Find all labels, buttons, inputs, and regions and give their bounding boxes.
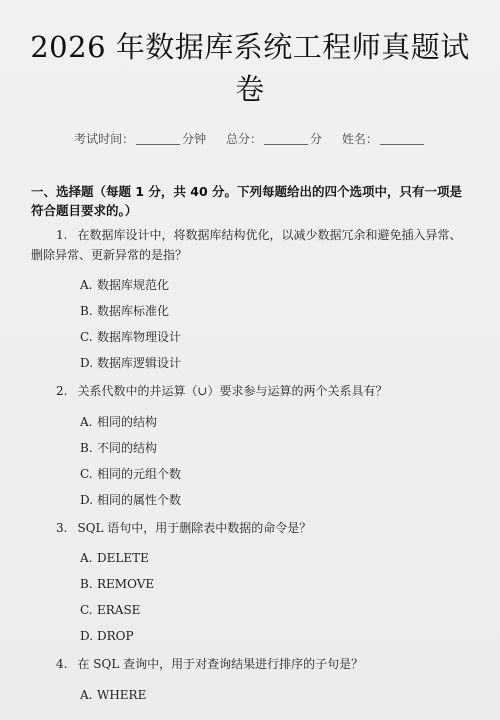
question-stem — [0, 226, 500, 265]
exam-title-line2: 卷 — [235, 72, 265, 106]
answer-option[interactable] — [0, 324, 500, 350]
answer-option[interactable] — [0, 298, 500, 324]
option-letter: C. — [80, 330, 93, 344]
option-text: 数据库规范化 — [97, 278, 170, 292]
name-field — [342, 130, 426, 147]
option-text: DROP — [97, 629, 134, 643]
section-heading: 一、选择题（每题 1 分，共 40 分。下列每题给出的四个选项中，只有一项是符合题目要求的。） — [31, 184, 463, 218]
option-letter: A. — [80, 278, 93, 292]
exam-time-unit: 分钟 — [182, 132, 207, 146]
question-number: 4. — [56, 657, 68, 671]
question-item — [0, 519, 500, 650]
total-score-label: 总分： — [225, 132, 262, 146]
answer-option[interactable] — [0, 350, 500, 376]
answer-option[interactable] — [0, 409, 500, 435]
question-stem — [0, 655, 500, 675]
question-number: 3. — [56, 520, 68, 535]
option-letter: D. — [80, 629, 94, 643]
total-score-unit: 分 — [310, 132, 323, 146]
option-text: WHERE — [97, 687, 147, 702]
exam-time-blank — [136, 132, 180, 145]
option-letter: D. — [80, 492, 94, 507]
total-score-blank — [264, 132, 308, 145]
option-letter: A. — [80, 687, 93, 702]
question-stem — [0, 382, 500, 402]
question-stem — [0, 519, 500, 539]
option-text: 相同的属性个数 — [97, 492, 182, 507]
option-text: 数据库标准化 — [97, 304, 170, 318]
option-letter: C. — [80, 603, 93, 617]
name-blank — [380, 132, 424, 145]
answer-option[interactable] — [0, 461, 500, 487]
question-text: 在 SQL 查询中，用于对查询结果进行排序的子句是？ — [77, 657, 364, 671]
answer-option[interactable] — [0, 435, 500, 461]
answer-option[interactable] — [0, 682, 500, 708]
question-text: 关系代数中的并运算（∪）要求参与运算的两个关系具有？ — [77, 384, 388, 398]
option-text: 相同的元组个数 — [97, 466, 182, 481]
answer-option[interactable] — [0, 623, 500, 649]
exam-title-line1: 2026 年数据库系统工程师真题试 — [30, 30, 470, 64]
option-letter: A. — [80, 414, 93, 429]
option-text: 不同的结构 — [97, 440, 158, 455]
option-text: ERASE — [97, 603, 141, 617]
question-text: 在数据库设计中，将数据库结构优化，以减少数据冗余和避免插入异常、删除异常、更新异常的是指？ — [31, 228, 462, 262]
option-text: 数据库物理设计 — [97, 330, 182, 344]
option-text: REMOVE — [97, 577, 155, 591]
question-number: 1. — [56, 228, 68, 242]
answer-option[interactable] — [0, 487, 500, 513]
answer-option[interactable] — [0, 597, 500, 623]
option-letter: D. — [80, 356, 94, 370]
option-letter: B. — [80, 304, 93, 318]
question-item — [0, 655, 500, 708]
total-score-field — [226, 130, 322, 147]
question-item — [0, 382, 500, 513]
answer-option[interactable] — [0, 545, 500, 571]
name-label: 姓名： — [341, 132, 378, 146]
option-letter: B. — [80, 577, 93, 591]
option-text: DELETE — [97, 551, 149, 565]
question-item — [0, 226, 500, 376]
exam-meta — [0, 130, 500, 147]
option-letter: C. — [80, 466, 93, 481]
exam-title — [20, 26, 480, 110]
option-text: 数据库逻辑设计 — [97, 356, 182, 370]
option-letter: A. — [80, 551, 93, 565]
option-text: 相同的结构 — [97, 414, 158, 429]
question-list — [0, 226, 500, 714]
option-letter: B. — [80, 440, 93, 455]
question-number: 2. — [56, 384, 68, 398]
question-text: SQL 语句中，用于删除表中数据的命令是？ — [77, 520, 312, 535]
answer-option[interactable] — [0, 272, 500, 298]
exam-time-field — [74, 130, 206, 147]
exam-time-label: 考试时间： — [74, 132, 135, 146]
answer-option[interactable] — [0, 571, 500, 597]
